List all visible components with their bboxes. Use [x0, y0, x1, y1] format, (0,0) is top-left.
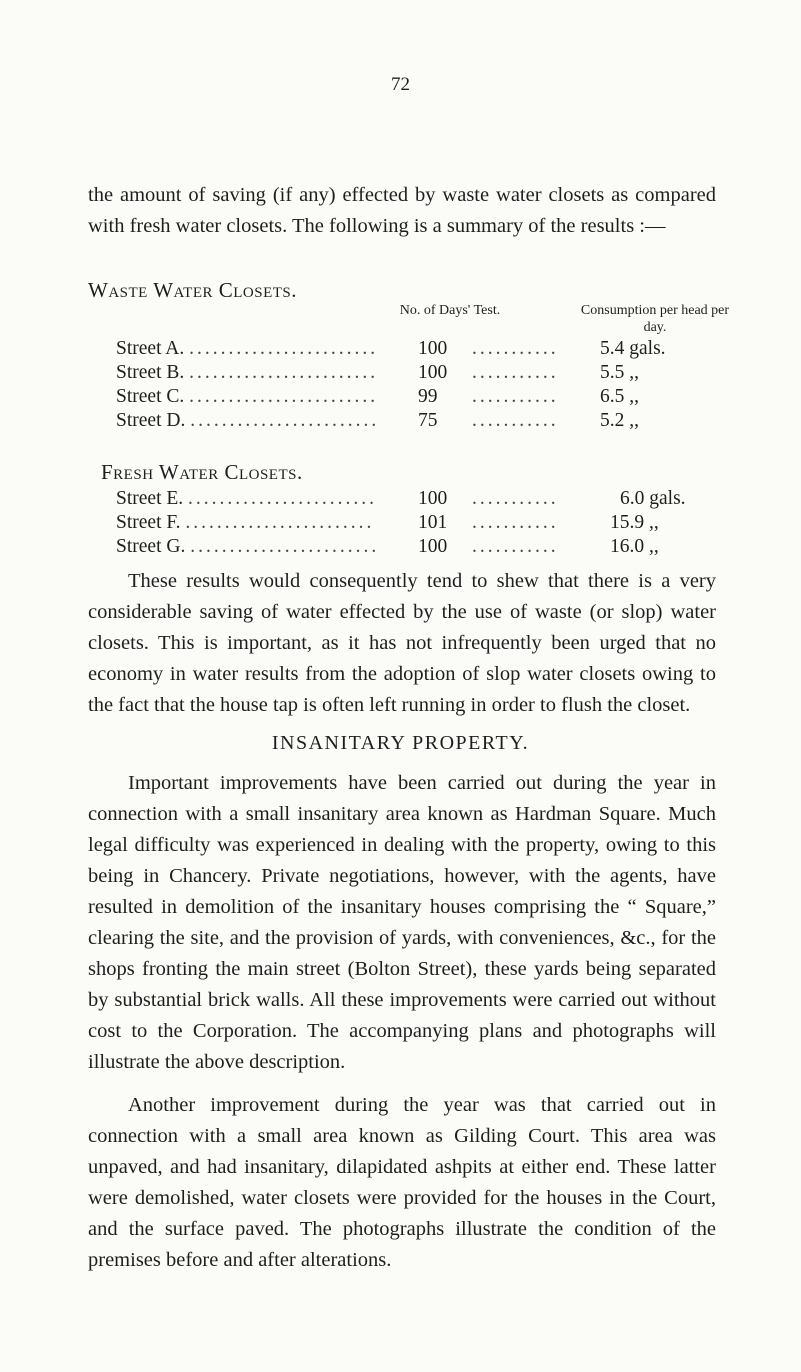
- table-row: Street C. ........................: [116, 386, 379, 407]
- row-days: 100: [418, 362, 448, 383]
- results-paragraph: These results would consequently tend to shew that there is a very considerable saving of water effected by the use of waste (or slop) water closets. This is important, as it has not infrequently been urged that no economy in water results from the adoption of slop water closets owing to the fact that the house tap is often left running in order to flush the closet.: [88, 570, 716, 716]
- row-value: 16.0 ,,: [610, 536, 659, 557]
- hardman-paragraph: Important improvements have been carried out during the year in connection with a small insanitary area known as Hardman Square. Much legal difficulty was experienced in dealing with the property, owing to this being in Chancery. Private negotiations, however, with the agents, have resulted in demolition of the insanitary houses comprising the “ Square,” clearing the site, and the provision of yards, with conveniences, &c., for the shops fronting the main street (Bolton Street), these yards being separated by substantial brick walls. All these improvements were carried out without cost to the Corporation. The accompanying plans and photographs will illustrate the above description.: [88, 772, 716, 1073]
- row-value: 6.5 ,,: [600, 386, 639, 407]
- table-row: Street A. ........................: [116, 338, 379, 359]
- row-label: Street A.: [116, 338, 185, 359]
- row-label: Street E.: [116, 488, 184, 509]
- row-label: Street D.: [116, 410, 186, 431]
- row-value: 5.2 ,,: [600, 410, 639, 431]
- row-days: 100: [418, 488, 448, 509]
- col-head-consumption: Consumption per head per day.: [580, 303, 730, 335]
- table-row: Street F. ........................: [116, 512, 375, 533]
- row-value: 6.0 gals.: [620, 488, 686, 509]
- col-head-days: No. of Days' Test.: [399, 303, 501, 318]
- row-days: 100: [418, 536, 448, 557]
- table-row: Street E. ........................: [116, 488, 378, 509]
- intro-paragraph: the amount of saving (if any) effected by waste water closets as compared with fresh water closets. The following is a summary of the results :—: [88, 184, 716, 237]
- row-label: Street F.: [116, 512, 181, 533]
- row-value: 5.5 ,,: [600, 362, 639, 383]
- page-number: 72: [391, 74, 410, 95]
- gilding-paragraph: Another improvement during the year was that carried out in connection with a small area known as Gilding Court. This area was unpaved, and had insanitary, dilapidated ashpits at either end. These latter were demolished, water closets were provided for the houses in the Court, and the surface paved. The photographs illustrate the condition of the premises before and after alterations.: [88, 1094, 716, 1271]
- row-days: 75: [418, 410, 438, 431]
- table-row: Street G. ........................: [116, 536, 380, 557]
- waste-heading: Waste Water Closets.: [88, 278, 298, 302]
- row-value: 5.4 gals.: [600, 338, 666, 359]
- table-row: Street B. ........................: [116, 362, 379, 383]
- row-days: 99: [418, 386, 438, 407]
- row-label: Street C.: [116, 386, 185, 407]
- section-heading: INSANITARY PROPERTY.: [271, 732, 530, 754]
- row-days: 101: [418, 512, 448, 533]
- table-row: Street D. ........................: [116, 410, 380, 431]
- row-days: 100: [418, 338, 448, 359]
- fresh-heading: Fresh Water Closets.: [101, 460, 303, 484]
- row-value: 15.9 ,,: [610, 512, 659, 533]
- row-label: Street B.: [116, 362, 185, 383]
- row-label: Street G.: [116, 536, 186, 557]
